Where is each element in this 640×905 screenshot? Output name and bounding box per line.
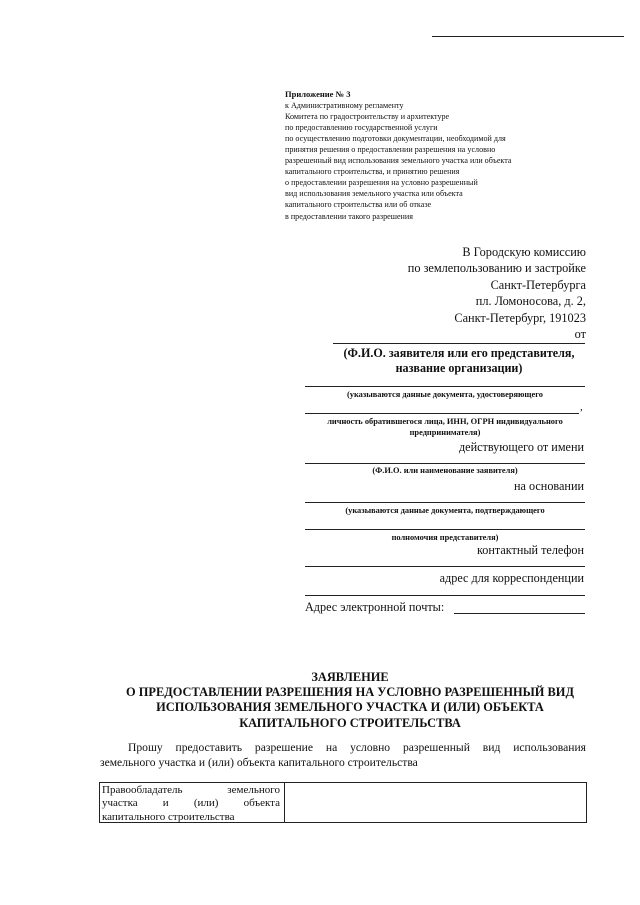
address-field[interactable] xyxy=(305,595,585,596)
principal-name-caption: (Ф.И.О. или наименование заявителя) xyxy=(372,466,518,475)
request-line: земельного участка и (или) объекта капитального строительства xyxy=(100,756,418,770)
identity-document-field-2[interactable] xyxy=(305,413,579,414)
identity-document-caption-3: предпринимателя) xyxy=(409,428,481,437)
phone-field[interactable] xyxy=(305,566,585,567)
addressee-line: по землепользованию и застройке xyxy=(407,261,586,276)
appendix-line: принятия решения о предоставлении разрешения на условно xyxy=(285,145,496,155)
addressee-line: Санкт-Петербург, 191023 xyxy=(454,310,586,325)
appendix-title: Приложение № 3 xyxy=(285,89,351,99)
rights-holder-label-line: участка и (или) объекта xyxy=(102,797,280,810)
rights-holder-table xyxy=(99,782,587,823)
statement-title-line: КАПИТАЛЬНОГО СТРОИТЕЛЬСТВА xyxy=(239,715,461,730)
appendix-line: капитального строительства, и принятию решения xyxy=(285,167,460,177)
authority-document-caption-2: полномочия представителя) xyxy=(391,533,499,542)
appendix-line: по осуществлению подготовки документации, необходимой для xyxy=(285,134,506,144)
identity-document-caption: (указываются данные документа, удостоверяющего xyxy=(347,390,543,399)
applicant-name-field[interactable] xyxy=(333,343,585,344)
comma-mark: , xyxy=(580,401,583,413)
email-label: Адрес электронной почты: xyxy=(305,600,445,614)
rights-holder-value-cell[interactable] xyxy=(285,783,586,822)
principal-name-field[interactable] xyxy=(305,463,585,464)
rights-holder-label-cell xyxy=(100,783,285,822)
statement-title xyxy=(100,670,600,731)
applicant-name-caption: (Ф.И.О. заявителя или его представителя, xyxy=(343,346,575,360)
applicant-name-caption-2: название организации) xyxy=(395,361,523,375)
phone-label: контактный телефон xyxy=(476,543,584,557)
acting-on-behalf-label: действующего от имени xyxy=(458,440,584,454)
authority-document-field[interactable] xyxy=(305,502,585,503)
appendix-line: о предоставлении разрешения на условно разрешенный xyxy=(285,178,478,188)
request-line: Прошу предоставить разрешение на условно разрешенный вид использования xyxy=(128,741,586,754)
identity-document-caption-2: личность обратившегося лица, ИНН, ОГРН индивидуального xyxy=(327,417,563,426)
appendix-block xyxy=(285,89,585,222)
on-basis-label: на основании xyxy=(514,479,584,493)
addressee-block xyxy=(408,244,586,342)
statement-title-line: ЗАЯВЛЕНИЕ xyxy=(311,670,389,684)
email-field[interactable] xyxy=(454,613,585,614)
appendix-line: Комитета по градостроительству и архитектуре xyxy=(285,112,450,122)
statement-title-line: ИСПОЛЬЗОВАНИЯ ЗЕМЕЛЬНОГО УЧАСТКА И (ИЛИ) ОБЪЕКТА xyxy=(156,700,544,715)
appendix-line: в предоставлении такого разрешения xyxy=(285,211,413,221)
address-label: адрес для корреспонденции xyxy=(439,571,584,585)
identity-document-field[interactable] xyxy=(305,386,585,387)
appendix-line: к Административному регламенту xyxy=(285,101,404,111)
rights-holder-label-line: Правообладатель земельного xyxy=(102,784,280,796)
from-label: от xyxy=(574,327,586,342)
addressee-line: Санкт-Петербурга xyxy=(490,277,586,292)
authority-document-field-2[interactable] xyxy=(305,529,585,530)
authority-document-caption: (указываются данные документа, подтверждающего xyxy=(345,506,545,515)
request-paragraph xyxy=(100,740,586,770)
appendix-line: по предоставлению государственной услуги xyxy=(285,123,438,133)
appendix-line: вид использования земельного участка или объекта xyxy=(285,189,463,199)
addressee-line: В Городскую комиссию xyxy=(462,245,586,259)
rights-holder-label-line: капитального строительства xyxy=(102,810,235,823)
appendix-line: капитального строительства или об отказе xyxy=(285,200,432,210)
addressee-line: пл. Ломоносова, д. 2, xyxy=(475,294,586,309)
header-rule xyxy=(432,36,624,37)
statement-title-line: О ПРЕДОСТАВЛЕНИИ РАЗРЕШЕНИЯ НА УСЛОВНО РАЗРЕШЕННЫЙ ВИД xyxy=(126,685,574,700)
appendix-line: разрешенный вид использования земельного участка или объекта xyxy=(285,156,512,166)
